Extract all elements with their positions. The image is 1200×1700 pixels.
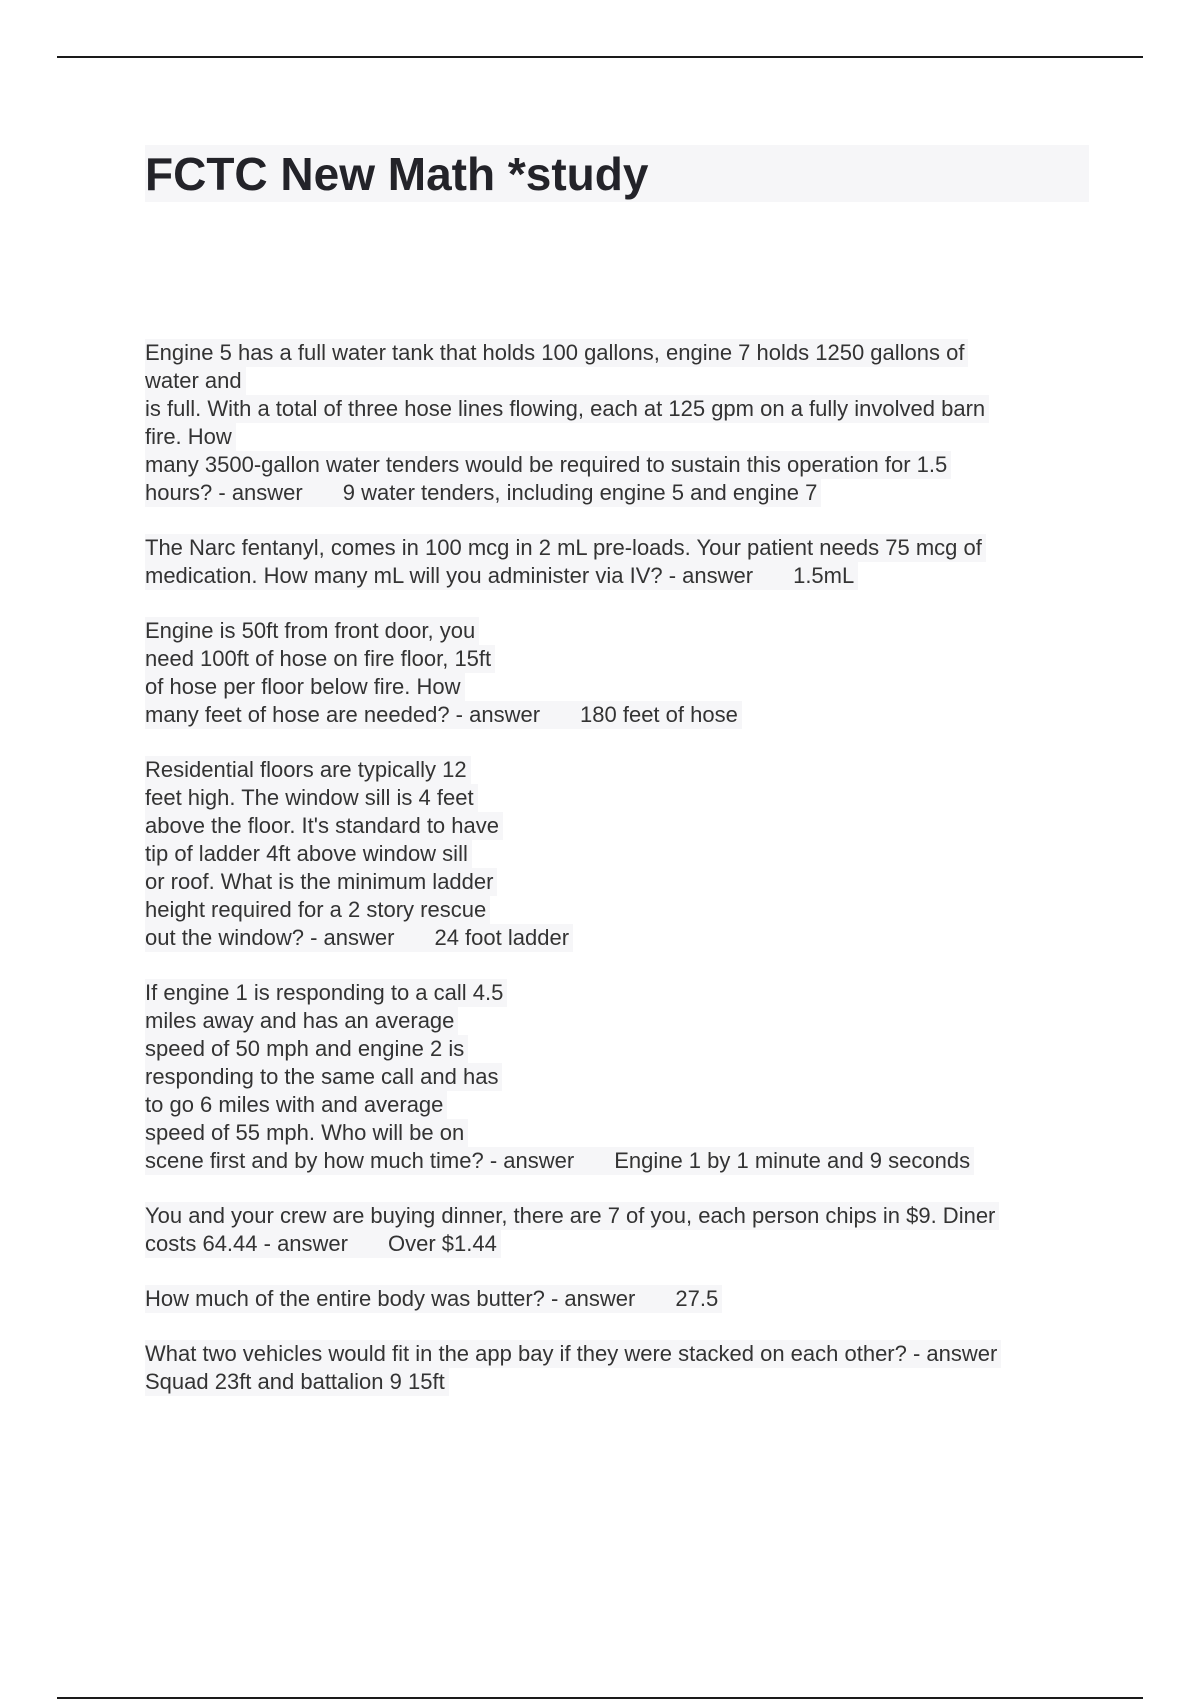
question-line: height required for a 2 story rescue: [145, 896, 490, 924]
qa-item: [145, 979, 1105, 1175]
question-line: water and: [145, 367, 246, 395]
bottom-rule: [57, 1697, 1143, 1699]
question-line: fire. How: [145, 423, 236, 451]
question-line: many feet of hose are needed? - answer: [145, 702, 541, 727]
answer-text: 9 water tenders, including engine 5 and engine 7: [342, 480, 818, 505]
question-line: medication. How many mL will you administer via IV? - answer: [145, 563, 754, 588]
question-line: need 100ft of hose on fire floor, 15ft: [145, 645, 495, 673]
question-line: How much of the entire body was butter? - answer: [145, 1286, 636, 1311]
question-line: is full. With a total of three hose lines flowing, each at 125 gpm on a fully involved barn: [145, 395, 989, 423]
qa-item: [145, 1340, 1105, 1396]
question-line: If engine 1 is responding to a call 4.5: [145, 979, 507, 1007]
question-answer-line: [145, 1285, 722, 1313]
question-line: speed of 55 mph. Who will be on: [145, 1119, 468, 1147]
qa-list: [145, 339, 1105, 1423]
question-line: The Narc fentanyl, comes in 100 mcg in 2 mL pre-loads. Your patient needs 75 mcg of: [145, 534, 986, 562]
question-line: above the floor. It's standard to have: [145, 812, 503, 840]
document-title: FCTC New Math *study: [145, 148, 649, 200]
question-line: of hose per floor below fire. How: [145, 673, 465, 701]
answer-text: Engine 1 by 1 minute and 9 seconds: [614, 1148, 971, 1173]
question-line: or roof. What is the minimum ladder: [145, 868, 497, 896]
question-line: responding to the same call and has: [145, 1063, 502, 1091]
question-answer-line: [145, 1230, 501, 1258]
question-line: costs 64.44 - answer: [145, 1231, 348, 1256]
qa-item: [145, 1202, 1105, 1258]
question-answer-line: [145, 479, 821, 507]
question-line: Engine 5 has a full water tank that holds 100 gallons, engine 7 holds 1250 gallons of: [145, 339, 968, 367]
qa-item: [145, 1285, 1105, 1313]
question-line: You and your crew are buying dinner, there are 7 of you, each person chips in $9. Diner: [145, 1202, 999, 1230]
question-line: miles away and has an average: [145, 1007, 458, 1035]
question-line: tip of ladder 4ft above window sill: [145, 840, 472, 868]
qa-item: [145, 756, 1105, 952]
answer-text: 1.5mL: [793, 563, 855, 588]
question-line: hours? - answer: [145, 480, 303, 505]
question-answer-line: [145, 1147, 974, 1175]
question-line: Squad 23ft and battalion 9 15ft: [145, 1368, 449, 1396]
question-line: many 3500-gallon water tenders would be required to sustain this operation for 1.5: [145, 451, 951, 479]
question-line: Engine is 50ft from front door, you: [145, 617, 479, 645]
answer-text: 27.5: [675, 1286, 719, 1311]
answer-text: 24 foot ladder: [434, 925, 570, 950]
question-line: scene first and by how much time? - answer: [145, 1148, 575, 1173]
answer-text: Over $1.44: [387, 1231, 497, 1256]
answer-text: 180 feet of hose: [580, 702, 738, 727]
question-line: feet high. The window sill is 4 feet: [145, 784, 478, 812]
top-rule: [57, 56, 1143, 58]
question-answer-line: [145, 562, 858, 590]
question-line: speed of 50 mph and engine 2 is: [145, 1035, 468, 1063]
question-line: What two vehicles would fit in the app bay if they were stacked on each other? - answer: [145, 1340, 1001, 1368]
question-answer-line: [145, 924, 573, 952]
question-line: out the window? - answer: [145, 925, 395, 950]
question-answer-line: [145, 701, 742, 729]
qa-item: [145, 534, 1105, 590]
qa-item: [145, 617, 1105, 729]
question-line: Residential floors are typically 12: [145, 756, 471, 784]
question-line: to go 6 miles with and average: [145, 1091, 447, 1119]
qa-item: [145, 339, 1105, 507]
